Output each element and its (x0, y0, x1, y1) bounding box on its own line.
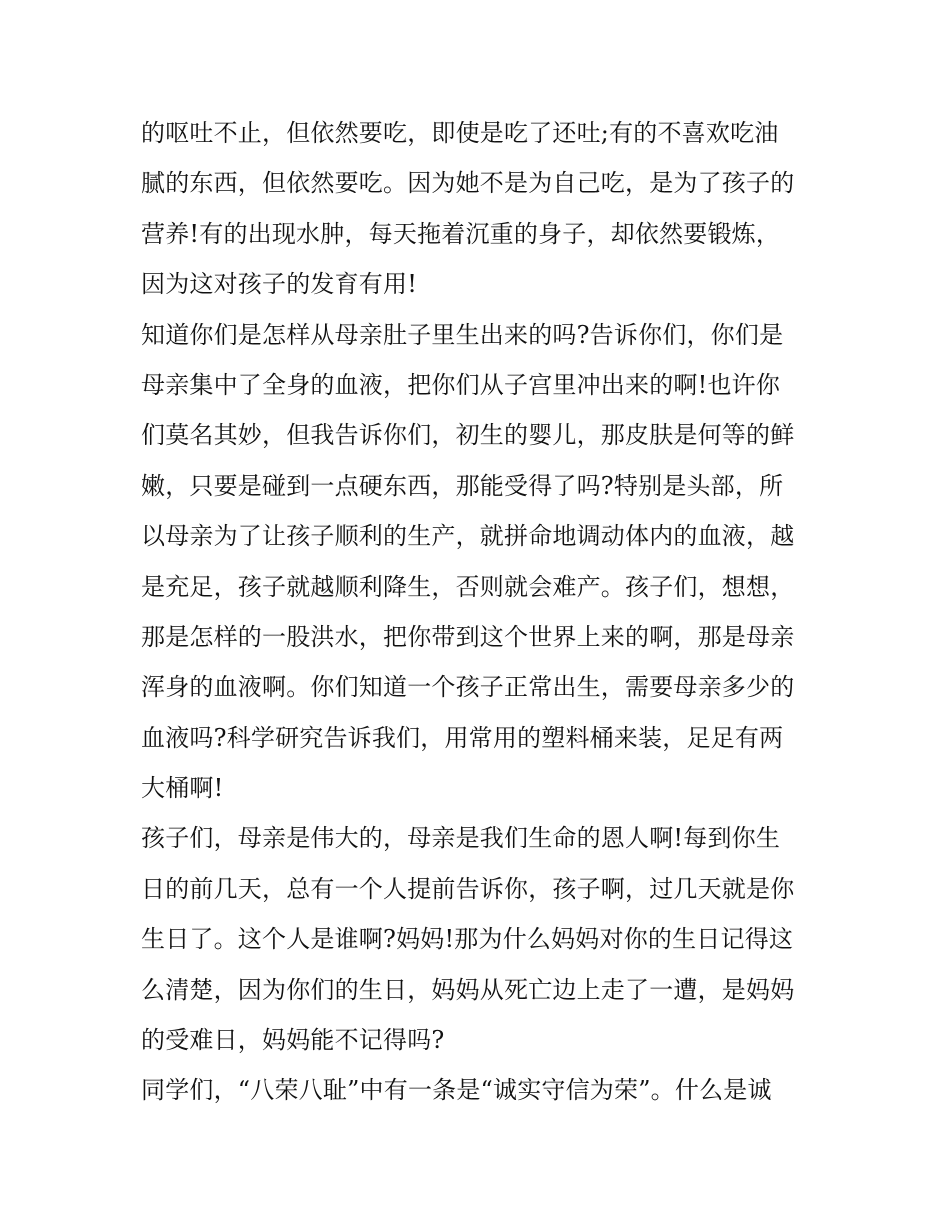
text-line: 的受难日，妈妈能不记得吗? (141, 1026, 445, 1055)
text-line: 那是怎样的一股洪水，把你带到这个世界上来的啊，那是母亲 (141, 622, 795, 651)
text-line: 孩子们，母亲是伟大的，母亲是我们生命的恩人啊!每到你生 (141, 824, 781, 853)
text-line: 腻的东西，但依然要吃。因为她不是为自己吃，是为了孩子的 (141, 169, 795, 198)
text-line: 嫩，只要是碰到一点硬东西，那能受得了吗?特别是头部，所 (141, 471, 784, 500)
text-line: 浑身的血液啊。你们知道一个孩子正常出生，需要母亲多少的 (141, 673, 795, 702)
text-line: 生日了。这个人是谁啊?妈妈!那为什么妈妈对你的生日记得这 (141, 925, 794, 954)
text-line: 因为这对孩子的发育有用! (141, 270, 418, 299)
text-line: 是充足，孩子就越顺利降生，否则就会难产。孩子们，想想， (141, 572, 795, 601)
text-line: 同学们，“八荣八耻”中有一条是“诚实守信为荣”。什么是诚 (141, 1076, 772, 1105)
text-line: 的呕吐不止，但依然要吃，即使是吃了还吐;有的不喜欢吃油 (141, 119, 779, 147)
text-line: 们莫名其妙，但我告诉你们，初生的婴儿，那皮肤是何等的鲜 (141, 421, 795, 450)
text-line: 营养!有的出现水肿，每天拖着沉重的身子，却依然要锻炼， (141, 219, 781, 248)
text-line: 血液吗?科学研究告诉我们，用常用的塑料桶来装，足足有两 (141, 723, 784, 752)
text-line: 以母亲为了让孩子顺利的生产，就拼命地调动体内的血液，越 (141, 522, 795, 551)
body-text (141, 108, 821, 1116)
text-line: 知道你们是怎样从母亲肚子里生出来的吗?告诉你们，你们是 (141, 320, 784, 349)
text-line: 么清楚，因为你们的生日，妈妈从死亡边上走了一遭，是妈妈 (141, 975, 795, 1004)
text-line: 大桶啊! (141, 774, 224, 803)
text-line: 日的前几天，总有一个人提前告诉你，孩子啊，过几天就是你 (141, 874, 795, 903)
text-line: 母亲集中了全身的血液，把你们从子宫里冲出来的啊!也许你 (141, 370, 781, 399)
